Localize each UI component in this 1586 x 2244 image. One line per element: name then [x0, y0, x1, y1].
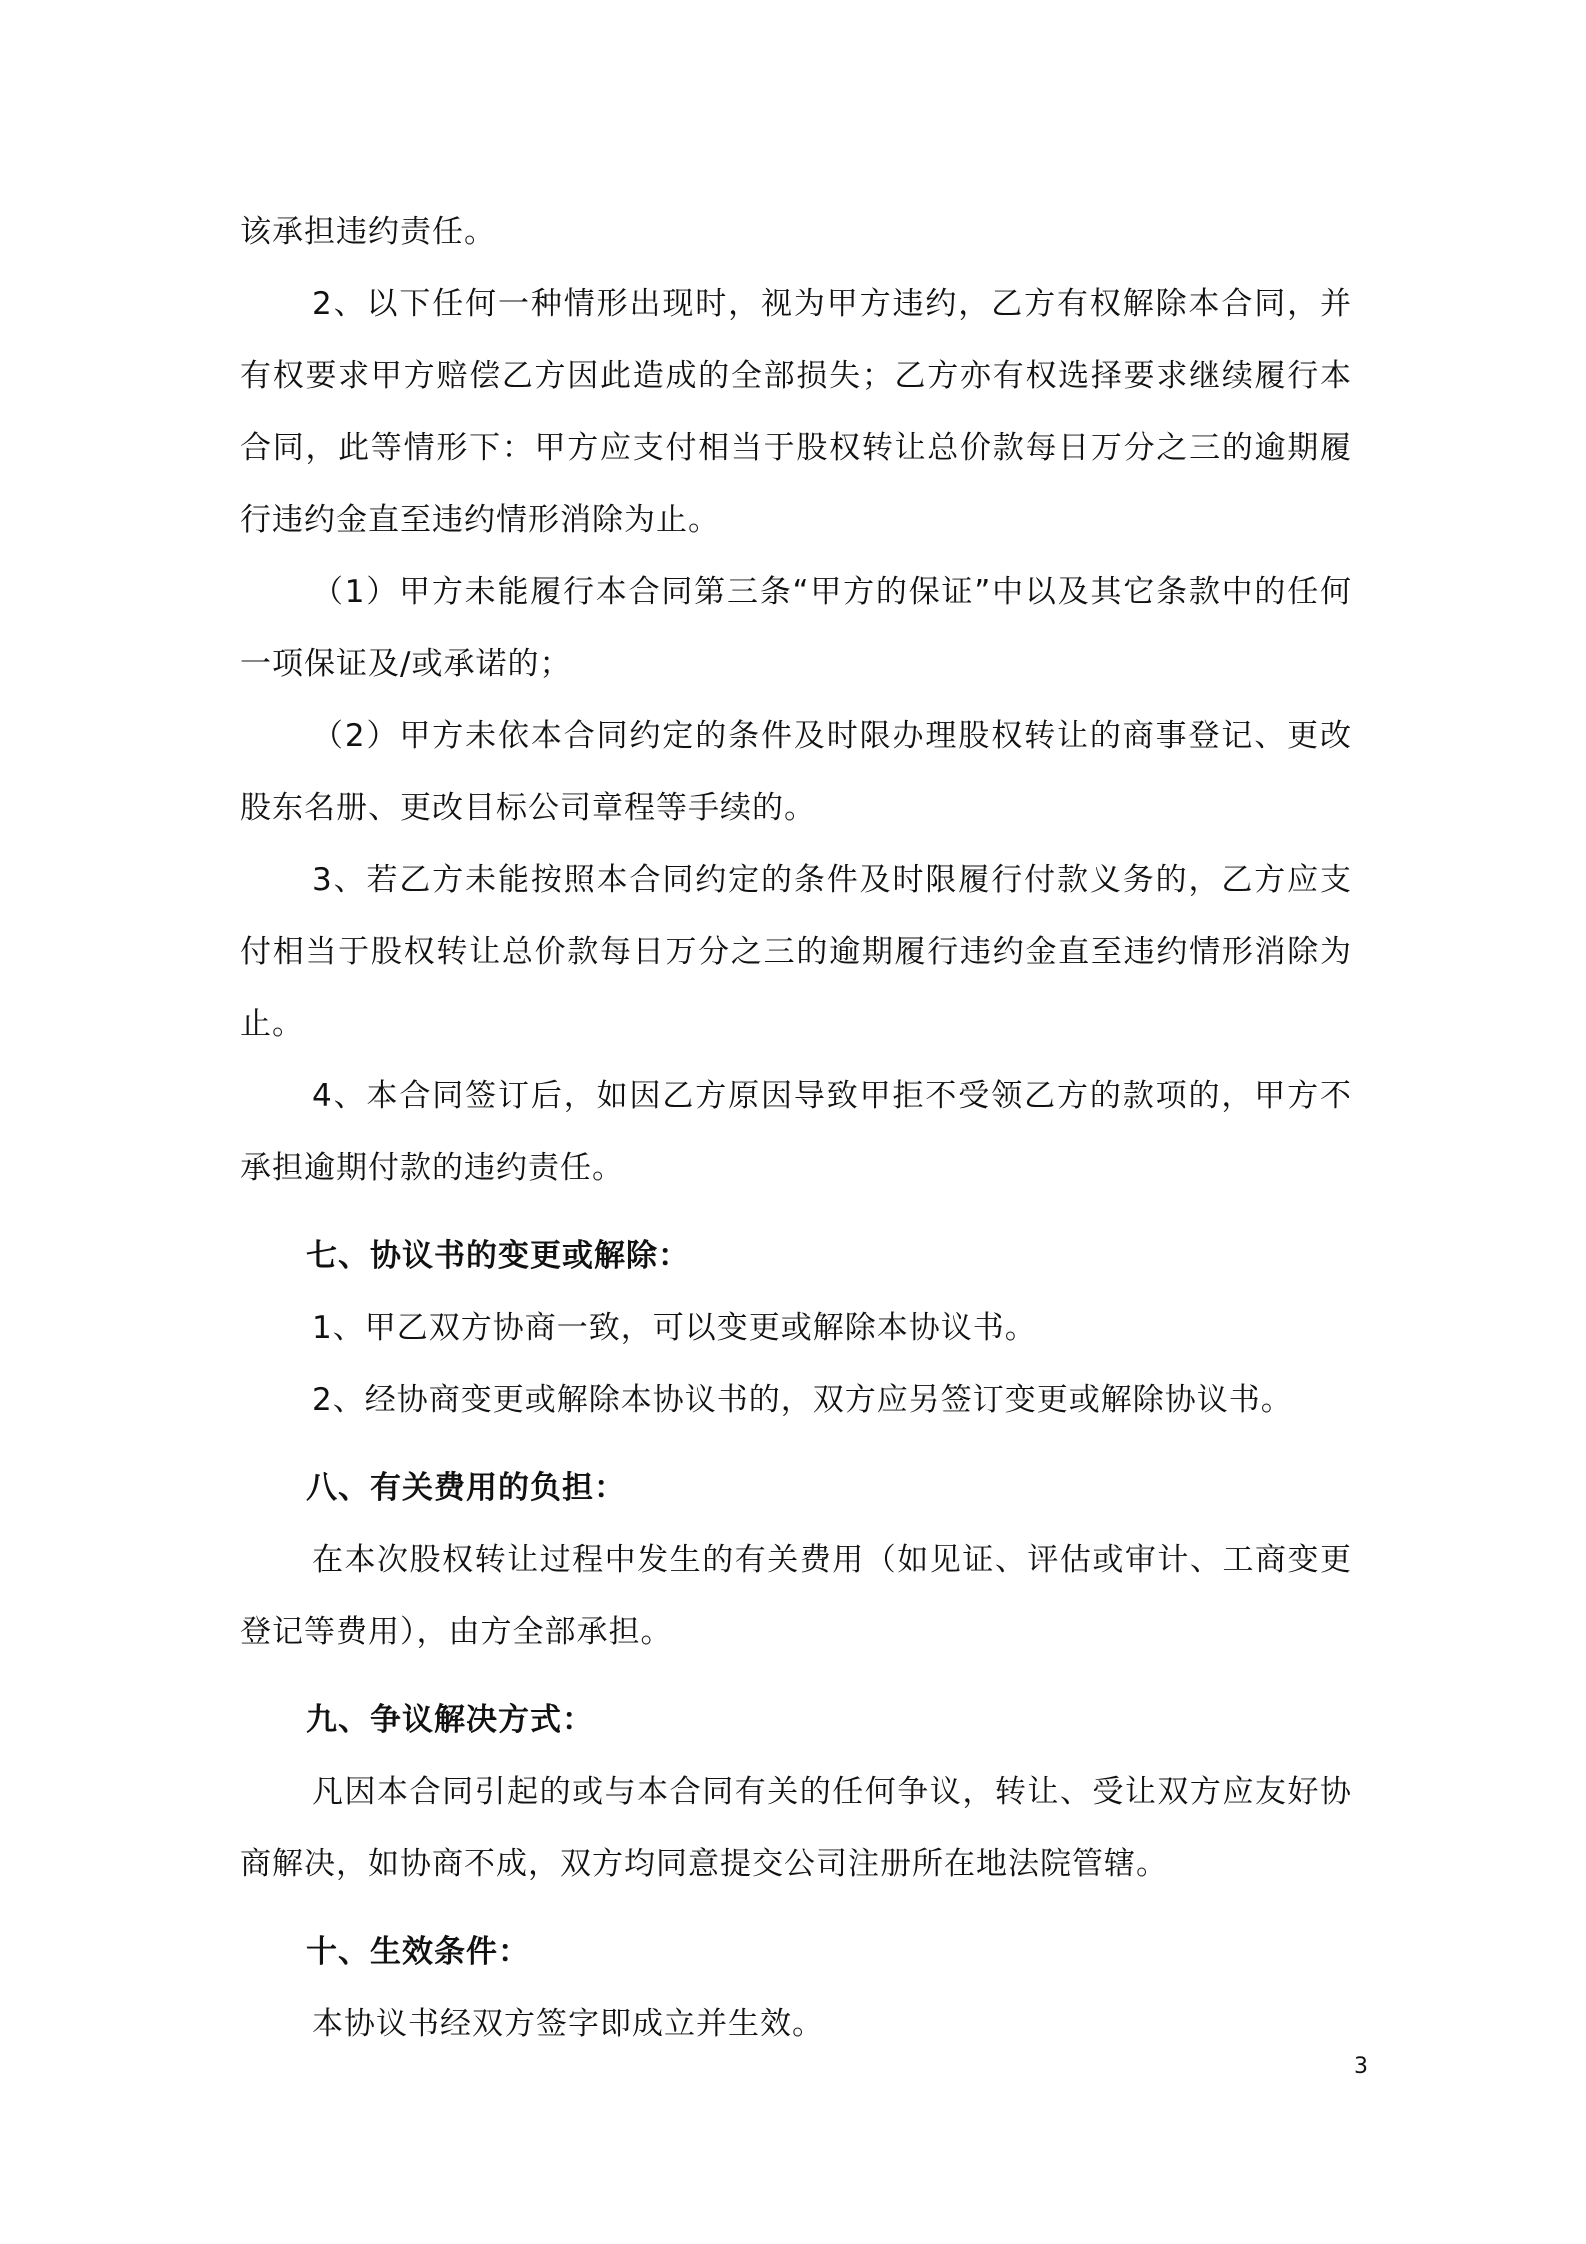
page-number: 3: [1354, 2054, 1368, 2079]
paragraph-clause-2-2: （2）甲方未依本合同约定的条件及时限办理股权转让的商事登记、更改股东名册、更改目标公司章程等手续的。: [240, 718, 1352, 826]
section-7-item-1: 1、甲乙双方协商一致，可以变更或解除本协议书。: [312, 1310, 1037, 1346]
paragraph-clause-2-1: （1）甲方未能履行本合同第三条“甲方的保证”中以及其它条款中的任何一项保证及/或承诺的；: [240, 574, 1352, 682]
section-10-text: 本协议书经双方签字即成立并生效。: [312, 2006, 824, 2042]
section-8-text: 在本次股权转让过程中发生的有关费用（如见证、评估或审计、工商变更登记等费用），由方全部承担。: [240, 1542, 1352, 1650]
paragraph-clause-4: 4、本合同签订后，如因乙方原因导致甲拒不受领乙方的款项的，甲方不承担逾期付款的违约责任。: [240, 1078, 1352, 1186]
section-9-heading: 九、争议解决方式：: [306, 1702, 594, 1738]
section-7-item-2: 2、经协商变更或解除本协议书的，双方应另签订变更或解除协议书。: [312, 1382, 1293, 1418]
paragraph-continuation: 该承担违约责任。: [240, 214, 496, 250]
section-10-heading: 十、生效条件：: [306, 1934, 530, 1970]
section-8-heading: 八、有关费用的负担：: [306, 1470, 626, 1506]
section-9-text: 凡因本合同引起的或与本合同有关的任何争议，转让、受让双方应友好协商解决，如协商不成，双方均同意提交公司注册所在地法院管辖。: [240, 1774, 1352, 1882]
document-body: [240, 196, 1352, 2060]
paragraph-clause-2: 2、以下任何一种情形出现时，视为甲方违约，乙方有权解除本合同，并有权要求甲方赔偿乙方因此造成的全部损失；乙方亦有权选择要求继续履行本合同，此等情形下：甲方应支付相当于股权转让总价款每日万分之三的逾期履行违约金直至违约情形消除为止。: [240, 286, 1352, 538]
section-7-heading: 七、协议书的变更或解除：: [306, 1238, 690, 1274]
paragraph-clause-3: 3、若乙方未能按照本合同约定的条件及时限履行付款义务的，乙方应支付相当于股权转让总价款每日万分之三的逾期履行违约金直至违约情形消除为止。: [240, 862, 1352, 1042]
